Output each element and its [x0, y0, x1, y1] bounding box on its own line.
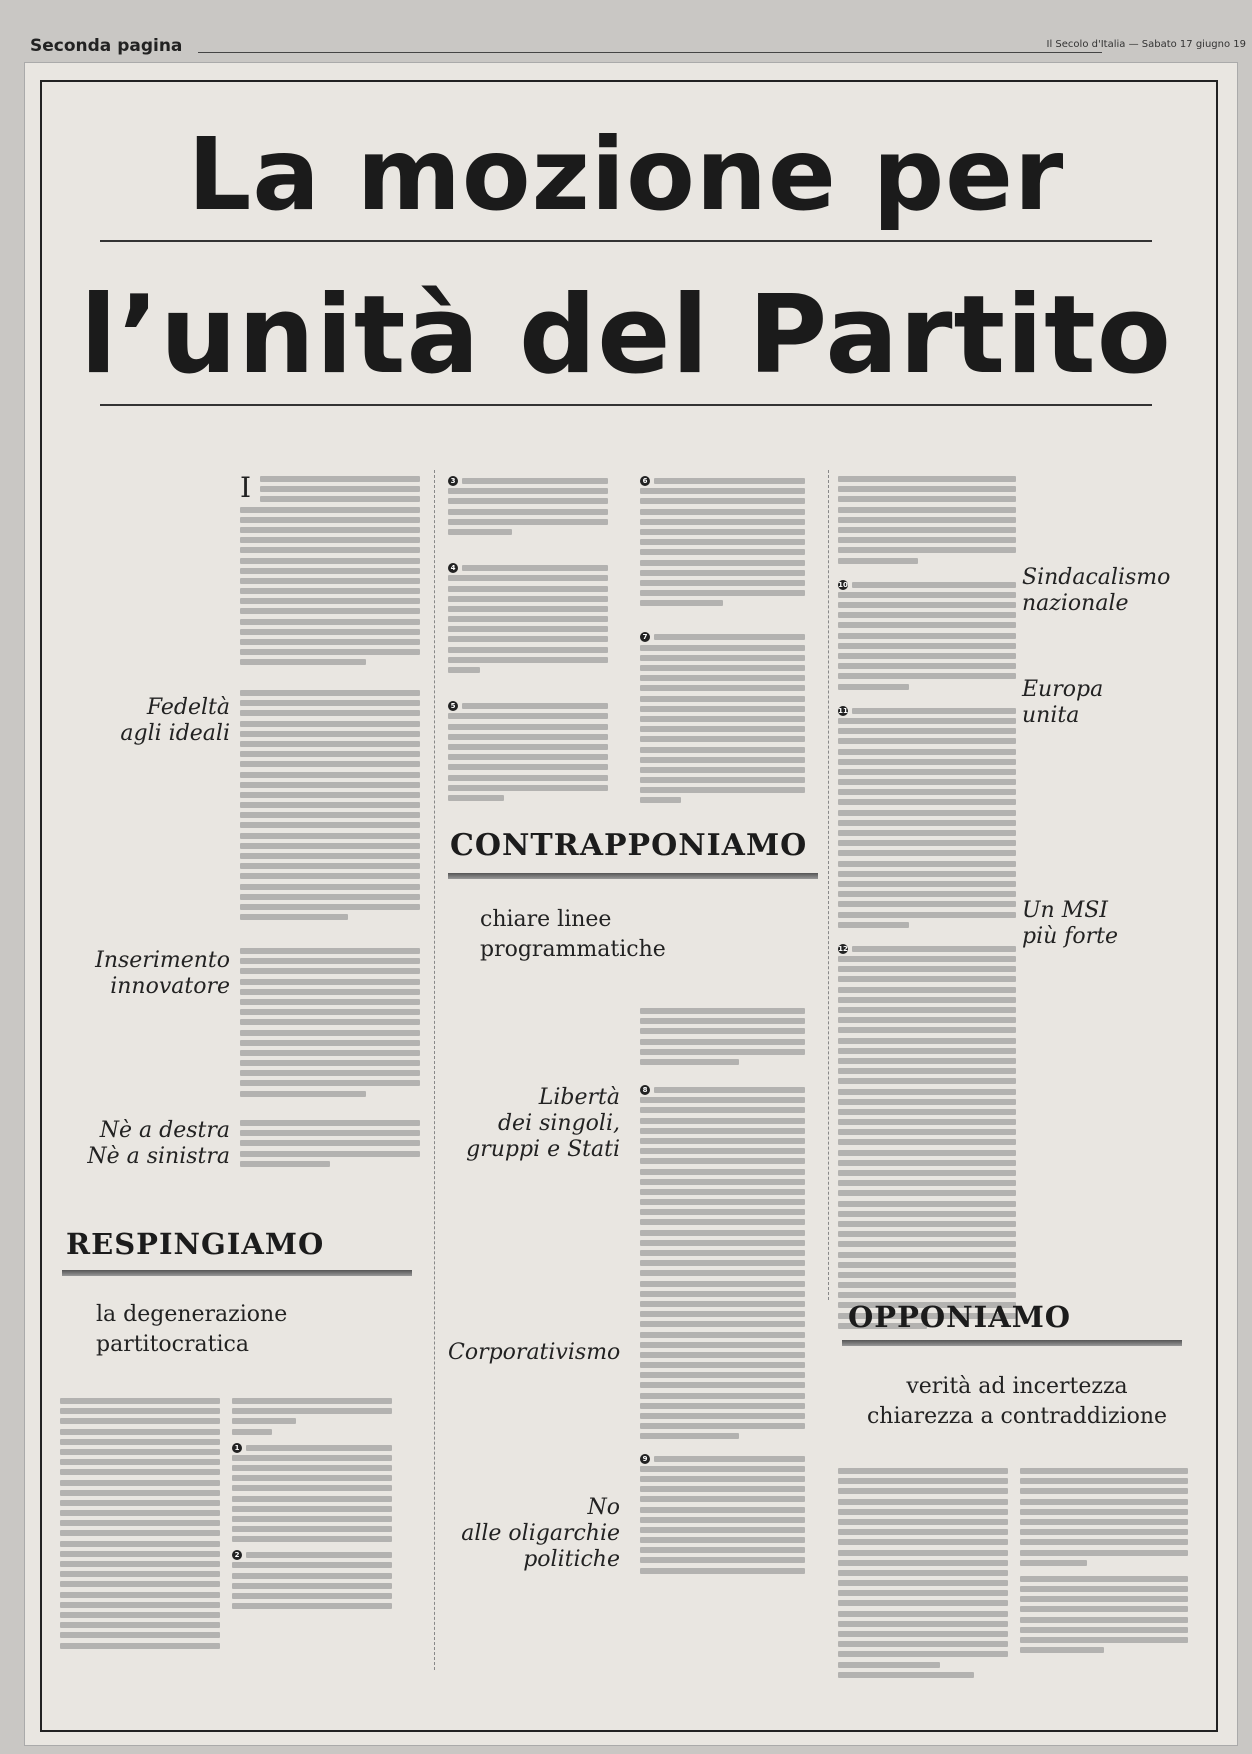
destra-sinistra-text: [240, 1120, 420, 1171]
opponiamo-text-a: [838, 1468, 1008, 1682]
point-number-11: 11: [838, 706, 848, 715]
sidehead-sindacalismo-text: Sindacalismo nazionale: [1022, 565, 1171, 616]
subtitle-contrapponiamo: chiare linee programmatiche: [480, 907, 666, 962]
sidehead-destra-sinistra: [40, 1118, 230, 1170]
page-header: [30, 36, 1252, 56]
liberta-text: [640, 1085, 805, 1578]
sidehead-liberta: [448, 1085, 620, 1163]
publication-info: Il Secolo d'Italia — Sabato 17 giugno 19: [1046, 39, 1246, 50]
sidehead-europa: [1022, 677, 1222, 729]
sidehead-corporativismo: [448, 1340, 620, 1366]
point-number-8: 8: [640, 1085, 650, 1095]
point-number-7: 7: [640, 632, 650, 642]
subtitle-opponiamo: verità ad incertezza chiarezza a contraddizione: [866, 1374, 1168, 1429]
points-col-3: [640, 476, 805, 808]
headline-line-2: l’unità del Partito: [80, 273, 1172, 398]
inserimento-text: [240, 948, 420, 1101]
point-number-6: 6: [640, 476, 650, 486]
header-rule: [198, 52, 1102, 53]
sidehead-oligarchie-text: No alle oligarchie politiche: [461, 1495, 620, 1572]
drop-cap: I: [240, 471, 252, 504]
sidehead-fedelta-text: Fedeltà agli ideali: [120, 695, 230, 746]
intro-text: [240, 471, 420, 670]
sidehead-destra-sinistra-text: Nè a destra Nè a sinistra: [87, 1118, 230, 1169]
headline-line-1: La mozione per: [187, 116, 1065, 233]
headline-rule-2: [100, 404, 1152, 406]
section-title-respingiamo: RESPINGIAMO: [66, 1227, 325, 1261]
sidehead-inserimento: [60, 948, 230, 1000]
section-bar: [62, 1270, 412, 1276]
column-divider: [434, 470, 435, 1670]
point-number-3: 3: [448, 476, 458, 486]
point-number-5: 5: [448, 701, 458, 711]
sidehead-oligarchie: [448, 1495, 620, 1573]
section-bar: [842, 1340, 1182, 1346]
points-col-2: [448, 476, 608, 805]
fedelta-text: [240, 690, 420, 924]
point-number-2: 2: [232, 1550, 242, 1560]
section-label: Seconda pagina: [30, 36, 183, 56]
contrapponiamo-intro: [640, 1008, 805, 1069]
sidehead-corporativismo-text: Corporativismo: [448, 1340, 621, 1365]
sidehead-msi-forte: [1022, 898, 1222, 950]
opponiamo-text-b: [1020, 1468, 1188, 1657]
point-number-9: 9: [640, 1454, 650, 1464]
point-number-4: 4: [448, 563, 458, 573]
headline-rule-1: [100, 240, 1152, 242]
point-number-10: 10: [838, 580, 848, 589]
points-col-4: [838, 476, 1016, 1333]
point-number-1: 1: [232, 1443, 242, 1453]
sidehead-msi-forte-text: Un MSI più forte: [1022, 898, 1119, 949]
respingiamo-text-a: [60, 1398, 220, 1653]
sidehead-liberta-text: Libertà dei singoli, gruppi e Stati: [466, 1085, 620, 1162]
column-divider: [828, 470, 829, 1300]
sidehead-europa-text: Europa unita: [1022, 677, 1104, 728]
sidehead-fedelta: [110, 695, 230, 747]
section-bar: [448, 873, 818, 879]
sidehead-sindacalismo: [1022, 565, 1222, 617]
sidehead-inserimento-text: Inserimento innovatore: [95, 948, 230, 999]
section-title-contrapponiamo: CONTRAPPONIAMO: [450, 828, 808, 863]
section-title-opponiamo: OPPONIAMO: [848, 1300, 1072, 1334]
subtitle-respingiamo: la degenerazione partitocratica: [96, 1302, 288, 1357]
respingiamo-text-b: [232, 1398, 392, 1613]
point-number-12: 12: [838, 944, 848, 953]
